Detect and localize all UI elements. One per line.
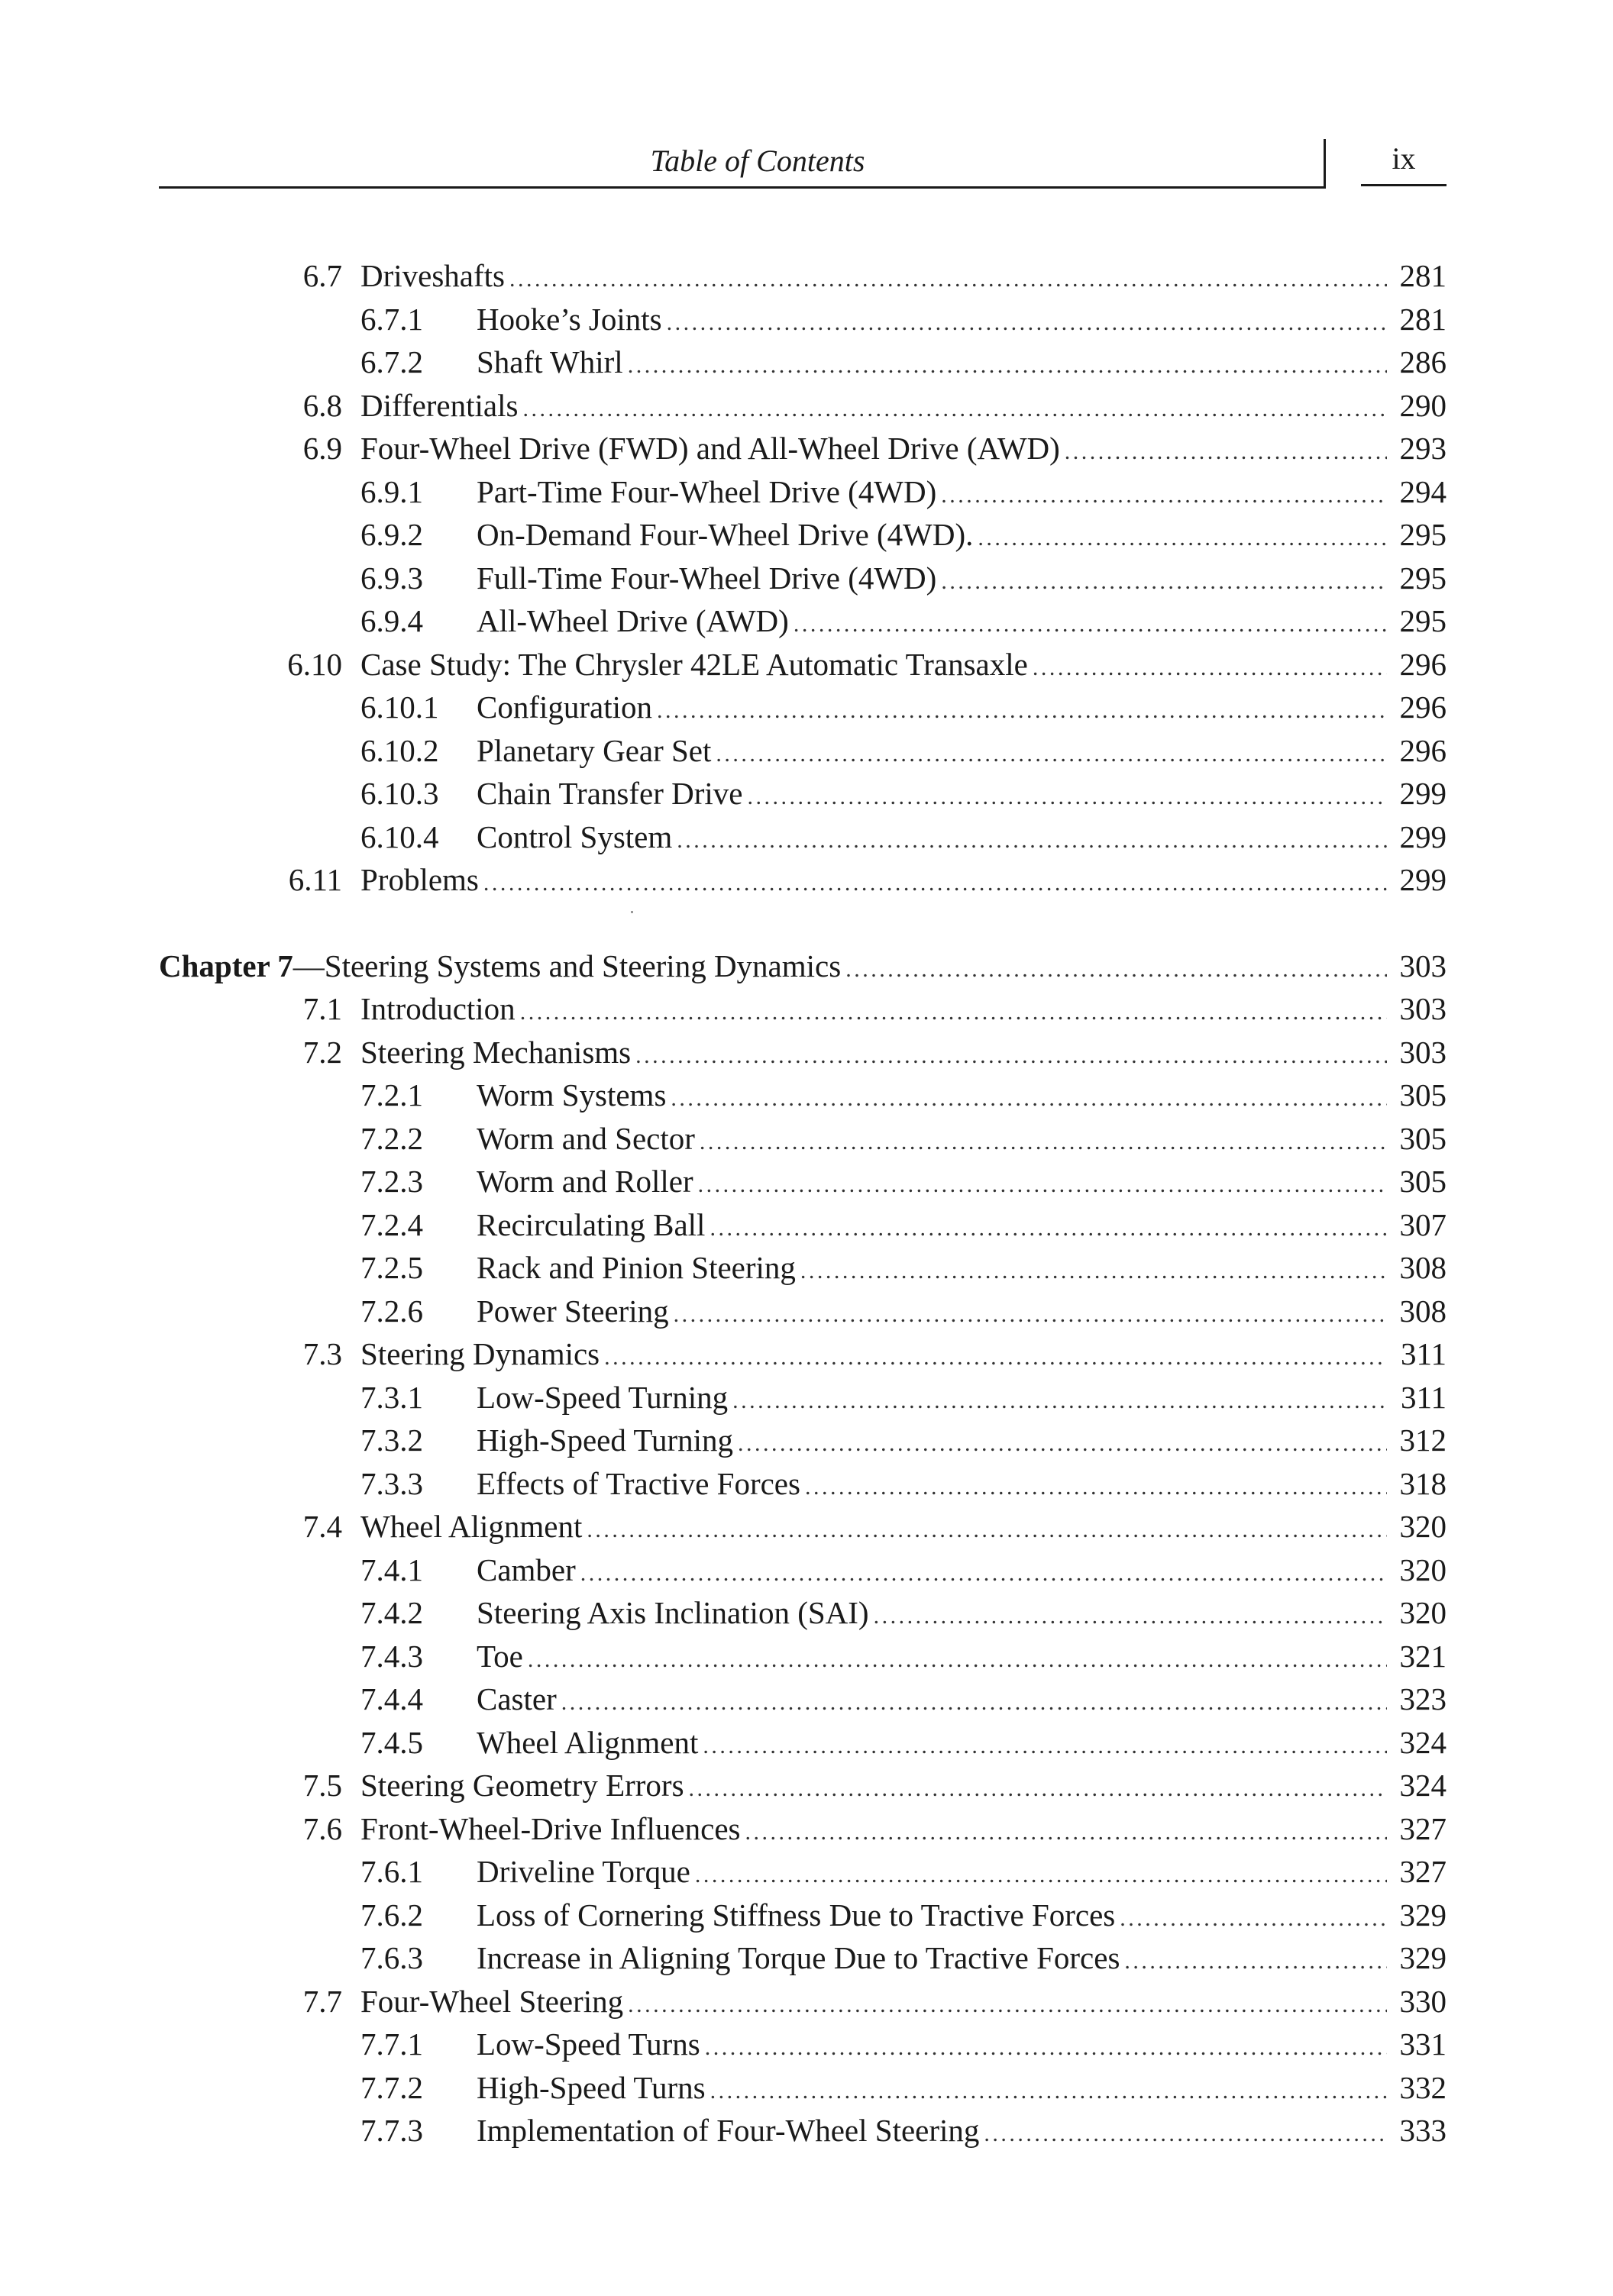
dot-leader <box>984 2113 1447 2156</box>
dot-leader <box>604 1336 1447 1380</box>
toc-entry-line <box>360 1505 1447 1552</box>
toc-entry-title: Full-Time Four-Wheel Drive (4WD) <box>477 560 937 596</box>
toc-entry <box>0 298 1613 341</box>
toc-entry-title: Four-Wheel Drive (FWD) and All-Wheel Drive (AWD) <box>360 431 1060 466</box>
toc-entry <box>0 1678 1613 1721</box>
page-number: ix <box>1361 139 1447 186</box>
print-speck <box>631 911 633 913</box>
dot-leader <box>705 2026 1447 2070</box>
dot-leader <box>745 1811 1447 1855</box>
dot-leader <box>941 560 1447 604</box>
toc-entry-title: Steering Axis Inclination (SAI) <box>477 1595 869 1630</box>
dot-leader <box>657 689 1447 733</box>
toc-entry-line <box>477 1678 1447 1725</box>
toc-entry <box>0 384 1613 428</box>
toc-entry-title: Hooke’s Joints <box>477 301 662 337</box>
toc-entry-title: Steering Geometry Errors <box>360 1768 684 1803</box>
toc-entry-title: Effects of Tractive Forces <box>477 1465 800 1501</box>
toc-entry-number: 6.10.1 <box>360 689 439 725</box>
toc-entry-line <box>477 557 1447 604</box>
toc-entry-line <box>477 772 1447 819</box>
toc-entry-number: 6.9.4 <box>360 603 423 638</box>
dot-leader <box>700 1121 1447 1164</box>
toc-entry-line <box>360 1031 1447 1078</box>
toc-entry-page: 295 <box>1387 599 1447 643</box>
toc-entry <box>0 1591 1613 1635</box>
toc-entry-page: 331 <box>1387 2023 1447 2066</box>
toc-entry <box>0 599 1613 643</box>
dot-leader <box>747 776 1447 819</box>
toc-entry-number: 6.10.3 <box>360 776 439 811</box>
toc-entry-line <box>477 1290 1447 1337</box>
dot-leader <box>978 517 1447 560</box>
dot-leader <box>716 733 1447 777</box>
toc-entry-number: 7.2.3 <box>360 1164 423 1199</box>
toc-entry-number: 7.3.3 <box>360 1465 423 1501</box>
toc-entry-line <box>477 1160 1447 1207</box>
dot-leader <box>483 862 1447 906</box>
dot-leader <box>732 1380 1447 1423</box>
toc-entry-number: 7.7.3 <box>360 2113 423 2148</box>
toc-entry-title: Toe <box>477 1638 523 1674</box>
dot-leader <box>520 991 1447 1035</box>
toc-entry-number: 7.6 <box>302 1810 342 1846</box>
toc-entry-title: Part-Time Four-Wheel Drive (4WD) <box>477 473 937 509</box>
toc-entry-number: 6.7.1 <box>360 301 423 337</box>
toc-entry-line <box>360 1807 1447 1855</box>
toc-entry-number: 7.2.5 <box>360 1250 423 1285</box>
toc-entry <box>0 1980 1613 2023</box>
toc-entry-title: Chain Transfer Drive <box>477 776 743 811</box>
dot-leader <box>509 258 1447 302</box>
toc-entry <box>0 1807 1613 1851</box>
toc-entry-line <box>360 643 1447 690</box>
toc-entry-page: 303 <box>1387 987 1447 1031</box>
toc-entry <box>0 1290 1613 1333</box>
toc-entry-title: Wheel Alignment <box>360 1509 583 1544</box>
toc-entry <box>0 470 1613 514</box>
dot-leader <box>1033 647 1447 690</box>
toc-entry <box>0 1635 1613 1678</box>
toc-chapter-entry <box>0 945 1613 988</box>
chapter-label: Chapter 7 <box>159 948 293 983</box>
toc-entry-line <box>477 1591 1447 1639</box>
toc-entry <box>0 1117 1613 1161</box>
toc-entry <box>0 987 1613 1031</box>
toc-entry-title: Recirculating Ball <box>477 1206 706 1242</box>
toc-entry-number: 6.9.3 <box>360 560 423 596</box>
toc-entry <box>0 1246 1613 1290</box>
toc-entry-page: 296 <box>1387 643 1447 686</box>
toc-entry <box>0 1462 1613 1506</box>
toc-entry-number: 7.6.3 <box>360 1940 423 1975</box>
toc-entry-title: Low-Speed Turning <box>477 1379 729 1415</box>
dot-leader <box>628 344 1447 388</box>
toc-entry-page: 293 <box>1387 427 1447 470</box>
toc-entry-page: 308 <box>1387 1246 1447 1290</box>
dot-leader <box>703 1725 1447 1768</box>
dot-leader <box>710 2070 1447 2114</box>
toc-entry-line <box>477 686 1447 733</box>
toc-entry-line <box>477 729 1447 777</box>
toc-entry-line <box>477 1376 1447 1423</box>
dot-leader <box>710 1207 1447 1251</box>
toc-entry-line <box>477 1074 1447 1121</box>
toc-entry-page: 320 <box>1387 1505 1447 1548</box>
dot-leader <box>671 1077 1447 1121</box>
toc-entry <box>0 858 1613 902</box>
dot-leader <box>528 1639 1447 1682</box>
dot-leader <box>695 1854 1447 1897</box>
toc-entry <box>0 1548 1613 1592</box>
toc-entry-title: High-Speed Turning <box>477 1422 734 1458</box>
toc-entry-title: Steering Mechanisms <box>360 1034 632 1070</box>
toc-entry-number: 6.7.2 <box>360 344 423 379</box>
toc-entry-page: 299 <box>1387 772 1447 815</box>
toc-entry <box>0 686 1613 729</box>
toc-entry-page: 305 <box>1387 1074 1447 1117</box>
toc-entry-page: 323 <box>1387 1678 1447 1721</box>
toc-entry-title: Worm and Sector <box>477 1120 695 1156</box>
toc-entry-line <box>477 2066 1447 2114</box>
toc-entry-title: Camber <box>477 1552 576 1587</box>
toc-entry <box>0 1936 1613 1980</box>
toc-entry-title: Problems <box>360 862 479 897</box>
dot-leader <box>522 388 1447 431</box>
toc-entry-number: 7.7.1 <box>360 2026 423 2062</box>
toc-entry-line <box>477 599 1447 647</box>
toc-entry-number: 7.2.6 <box>360 1293 423 1329</box>
dot-leader <box>674 1293 1447 1337</box>
toc-entry-title: Worm and Roller <box>477 1164 693 1199</box>
toc-entry-line <box>477 1203 1447 1251</box>
toc-entry-line <box>477 1936 1447 1984</box>
toc-entry-number: 7.2.1 <box>360 1077 423 1112</box>
toc-entry-number: 7.7 <box>302 1983 342 2019</box>
toc-entry-title: Introduction <box>360 991 516 1026</box>
toc-entry-line <box>360 254 1447 302</box>
toc-entry-page: 299 <box>1387 815 1447 859</box>
toc-entry-number: 7.4.1 <box>360 1552 423 1587</box>
toc-entry-number: 7.4.4 <box>360 1681 423 1716</box>
dot-leader <box>587 1509 1447 1552</box>
toc-entry-line <box>360 1980 1447 2027</box>
toc-entry-page: 307 <box>1387 1203 1447 1247</box>
toc-entry <box>0 1031 1613 1074</box>
toc-entry <box>0 2066 1613 2110</box>
toc-entry-number: 7.4.5 <box>360 1724 423 1760</box>
toc-entry-line <box>360 858 1447 906</box>
toc-entry-number: 7.4.2 <box>360 1595 423 1630</box>
toc-entry-line <box>477 1894 1447 1941</box>
toc-entry-number: 6.9.1 <box>360 473 423 509</box>
toc-entry-page: 333 <box>1387 2109 1447 2152</box>
toc-entry-page: 318 <box>1387 1462 1447 1506</box>
toc-entry-page: 320 <box>1387 1548 1447 1592</box>
toc-entry-number: 6.10 <box>287 646 342 682</box>
toc-entry-title: Worm Systems <box>477 1077 667 1112</box>
toc-entry-title: Planetary Gear Set <box>477 732 712 768</box>
toc-entry-line <box>477 815 1447 863</box>
toc-entry-title: Implementation of Four-Wheel Steering <box>477 2113 980 2148</box>
toc-entry-number: 6.9 <box>302 431 342 466</box>
toc-entry-page: 305 <box>1387 1117 1447 1161</box>
toc-entry-number: 7.4.3 <box>360 1638 423 1674</box>
toc-entry-page: 308 <box>1387 1290 1447 1333</box>
toc-entry-number: 6.10.4 <box>360 819 439 854</box>
toc-entry-page: 329 <box>1387 1894 1447 1937</box>
toc-entry-line <box>477 341 1447 388</box>
toc-entry-line <box>477 2109 1447 2156</box>
toc-entry-line <box>477 1419 1447 1466</box>
toc-entry-number: 7.5 <box>302 1768 342 1803</box>
toc-entry-number: 7.3.1 <box>360 1379 423 1415</box>
toc-entry <box>0 729 1613 773</box>
dot-leader <box>561 1681 1447 1725</box>
toc-entry-page: 286 <box>1387 341 1447 384</box>
toc-entry-title: Increase in Aligning Torque Due to Tractive Forces <box>477 1940 1120 1975</box>
toc-entry-number: 7.2 <box>302 1034 342 1070</box>
dot-leader <box>677 819 1447 863</box>
toc-entry-title: On-Demand Four-Wheel Drive (4WD). <box>477 517 974 552</box>
running-head <box>159 139 1326 189</box>
toc-entry-title: Front-Wheel-Drive Influences <box>360 1810 741 1846</box>
toc-entry <box>0 643 1613 686</box>
toc-entry-page: 295 <box>1387 513 1447 557</box>
toc-entry-number: 6.8 <box>302 387 342 423</box>
toc-entry-title: Driveline Torque <box>477 1854 690 1889</box>
toc-entry <box>0 1074 1613 1117</box>
toc-entry-title: High-Speed Turns <box>477 2069 706 2105</box>
toc-entry <box>0 1764 1613 1807</box>
toc-entry-title <box>159 945 845 988</box>
toc-entry-number: 6.7 <box>302 258 342 293</box>
dot-leader <box>698 1164 1447 1207</box>
toc-entry-number: 7.2.2 <box>360 1120 423 1156</box>
toc-entry <box>0 1203 1613 1247</box>
toc-entry-page: 294 <box>1387 470 1447 514</box>
chapter-title: —Steering Systems and Steering Dynamics <box>293 948 842 983</box>
toc-entry <box>0 1160 1613 1203</box>
toc-entry-line <box>360 427 1447 474</box>
toc-entry <box>0 815 1613 859</box>
toc-entry-page: 324 <box>1387 1721 1447 1765</box>
toc-entry <box>0 341 1613 384</box>
toc-entry-number: 7.3 <box>302 1336 342 1371</box>
toc-entry-number: 7.2.4 <box>360 1206 423 1242</box>
toc-entry <box>0 1721 1613 1765</box>
toc-entry-page: 324 <box>1387 1764 1447 1807</box>
toc-entry-number: 7.4 <box>302 1509 342 1544</box>
toc-entry <box>0 2023 1613 2066</box>
toc-entry-page: 320 <box>1387 1591 1447 1635</box>
toc-entry-line <box>360 1332 1447 1380</box>
toc-entry-title: Wheel Alignment <box>477 1724 699 1760</box>
toc-entry-line <box>360 1764 1447 1811</box>
toc-entry <box>0 557 1613 600</box>
toc-entry-line <box>360 987 1447 1035</box>
dot-leader <box>580 1552 1447 1596</box>
toc-entry-page: 311 <box>1387 1376 1447 1419</box>
toc-entry <box>0 772 1613 815</box>
toc-entry-line <box>477 1850 1447 1897</box>
toc-entry <box>0 1505 1613 1548</box>
dot-leader <box>667 302 1447 345</box>
toc-entry <box>0 1850 1613 1894</box>
toc-entry-title: All-Wheel Drive (AWD) <box>477 603 789 638</box>
toc-entry-line <box>477 2023 1447 2070</box>
toc-entry-page: 327 <box>1387 1850 1447 1894</box>
dot-leader <box>628 1984 1447 2027</box>
toc-entry-line <box>477 298 1447 345</box>
toc-entry-page: 311 <box>1387 1332 1447 1376</box>
toc-entry-line <box>477 1635 1447 1682</box>
toc-entry-title: Shaft Whirl <box>477 344 623 379</box>
toc-entry <box>0 1376 1613 1419</box>
toc-entry-page: 296 <box>1387 729 1447 773</box>
toc-entry-page: 330 <box>1387 1980 1447 2023</box>
table-of-contents <box>0 254 1613 2152</box>
toc-entry-title: Case Study: The Chrysler 42LE Automatic Transaxle <box>360 646 1028 682</box>
toc-entry <box>0 1419 1613 1462</box>
toc-entry <box>0 513 1613 557</box>
toc-entry-page: 303 <box>1387 1031 1447 1074</box>
toc-entry-number: 7.6.1 <box>360 1854 423 1889</box>
toc-entry-title: Four-Wheel Steering <box>360 1983 624 2019</box>
toc-entry <box>0 1894 1613 1937</box>
toc-entry-page: 290 <box>1387 384 1447 428</box>
toc-entry-page: 295 <box>1387 557 1447 600</box>
toc-entry-line <box>477 1246 1447 1293</box>
toc-entry-title: Driveshafts <box>360 258 506 293</box>
dot-leader <box>805 1466 1447 1510</box>
dot-leader <box>845 948 1447 992</box>
toc-entry-number: 6.11 <box>288 862 342 897</box>
toc-entry-page: 303 <box>1387 945 1447 988</box>
toc-entry-page: 321 <box>1387 1635 1447 1678</box>
header-divider <box>1324 139 1326 189</box>
toc-entry-title: Steering Dynamics <box>360 1336 600 1371</box>
toc-entry <box>0 1332 1613 1376</box>
toc-entry-line <box>477 513 1447 560</box>
toc-entry-number: 6.9.2 <box>360 517 423 552</box>
dot-leader <box>794 603 1447 647</box>
toc-entry-number: 7.6.2 <box>360 1897 423 1933</box>
running-head-title: Table of Contents <box>650 144 865 178</box>
toc-entry-title: Loss of Cornering Stiffness Due to Tractive Forces <box>477 1897 1116 1933</box>
toc-entry-title: Configuration <box>477 689 653 725</box>
toc-entry-number: 6.10.2 <box>360 732 439 768</box>
dot-leader <box>738 1422 1447 1466</box>
toc-entry-line <box>159 945 1447 992</box>
toc-entry-number: 7.3.2 <box>360 1422 423 1458</box>
toc-entry-page: 332 <box>1387 2066 1447 2110</box>
toc-entry <box>0 254 1613 298</box>
toc-entry-title: Rack and Pinion Steering <box>477 1250 796 1285</box>
toc-entry-page: 299 <box>1387 858 1447 902</box>
dot-leader <box>874 1595 1447 1639</box>
toc-entry-page: 281 <box>1387 298 1447 341</box>
toc-entry-page: 329 <box>1387 1936 1447 1980</box>
dot-leader <box>689 1768 1447 1811</box>
toc-entry-line <box>477 1721 1447 1768</box>
toc-entry-page: 327 <box>1387 1807 1447 1851</box>
toc-entry-title: Differentials <box>360 387 519 423</box>
dot-leader <box>941 474 1447 518</box>
toc-entry-page: 305 <box>1387 1160 1447 1203</box>
toc-entry-line <box>477 1548 1447 1596</box>
toc-entry-number: 7.7.2 <box>360 2069 423 2105</box>
dot-leader <box>800 1250 1447 1293</box>
toc-entry-page: 296 <box>1387 686 1447 729</box>
toc-entry-page: 312 <box>1387 1419 1447 1462</box>
toc-entry-page: 281 <box>1387 254 1447 298</box>
toc-entry-line <box>477 1117 1447 1164</box>
toc-entry-title: Control System <box>477 819 673 854</box>
toc-entry-title: Low-Speed Turns <box>477 2026 700 2062</box>
toc-entry-number: 7.1 <box>302 991 342 1026</box>
toc-entry-line <box>360 384 1447 431</box>
dot-leader <box>635 1035 1447 1078</box>
toc-entry <box>0 427 1613 470</box>
toc-entry-title: Power Steering <box>477 1293 669 1329</box>
toc-entry-title: Caster <box>477 1681 557 1716</box>
toc-entry-line <box>477 1462 1447 1510</box>
toc-entry-line <box>477 470 1447 518</box>
toc-entry <box>0 2109 1613 2152</box>
